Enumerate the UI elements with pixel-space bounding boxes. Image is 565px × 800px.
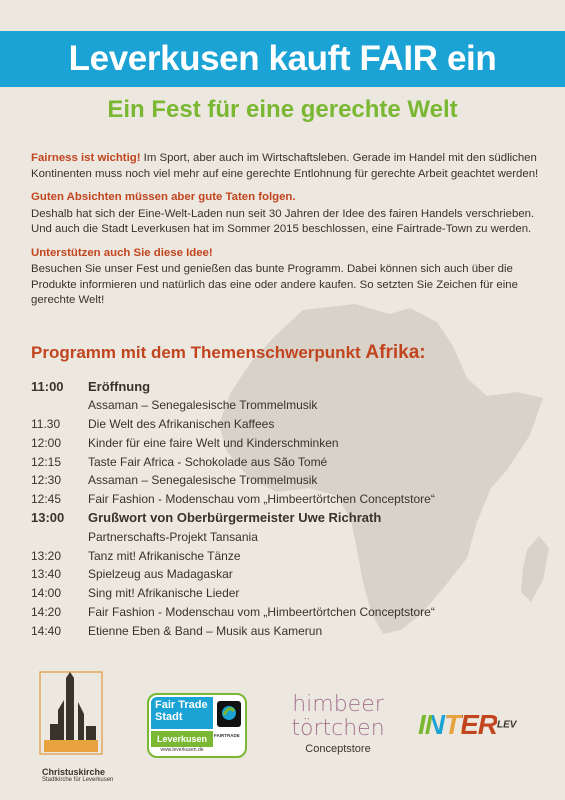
intro-heading-2: Guten Absichten müssen aber gute Taten folgen.	[31, 191, 296, 203]
program-time: 12:15	[31, 454, 62, 469]
program-title-highlight: Afrika:	[365, 342, 426, 363]
intro-paragraph-2	[31, 190, 546, 238]
program-event: Taste Fair Africa - Schokolade aus São Tomé	[88, 454, 328, 469]
program-event: Grußwort von Oberbürgermeister Uwe Richrath	[88, 510, 382, 526]
program-title	[31, 342, 426, 364]
program-event: Die Welt des Afrikanischen Kaffees	[88, 416, 275, 431]
program-event: Assaman – Senegalesische Trommelmusik	[88, 473, 318, 488]
himbeer-line3: Conceptstore	[305, 743, 371, 755]
program-time: 11:00	[31, 378, 64, 394]
program-time: 12:45	[31, 492, 62, 507]
fairtrade-url: www.leverkusen.de	[160, 747, 204, 753]
fairtrade-mark-icon	[217, 701, 241, 727]
program-time: 13:40	[31, 567, 62, 582]
program-event: Partnerschafts-Projekt Tansania	[88, 529, 258, 544]
program-event: Sing mit! Afrikanische Lieder	[88, 586, 240, 601]
program-row	[31, 565, 531, 584]
intro-lead: Fairness ist wichtig!	[31, 152, 141, 164]
program-row	[31, 546, 531, 565]
program-time: 11.30	[31, 416, 61, 431]
himbeertoertchen-logo	[288, 693, 388, 763]
intro-paragraph-3	[31, 246, 546, 309]
interlev-lev: LEV	[497, 719, 517, 731]
christuskirche-logo	[36, 670, 116, 795]
program-time: 14:00	[31, 586, 62, 601]
program-list	[31, 377, 531, 640]
program-event: Assaman – Senegalesische Trommelmusik	[88, 398, 318, 413]
program-event: Tanz mit! Afrikanische Tänze	[88, 548, 241, 563]
program-row	[31, 396, 531, 415]
interlev-logo	[418, 709, 528, 749]
program-row	[31, 584, 531, 603]
title-banner	[0, 31, 565, 87]
fairtrade-mark-text: FAIRTRADE	[214, 733, 240, 738]
intro-p2-text: Deshalb hat sich der Eine-Welt-Laden nun seit 30 Jahren der Idee des fairen Handels verschrieben. Und auch die Stadt Leverkusen hat im Sommer 2015 beschlossen, eine Fairtrade-Town zu werden.	[31, 207, 535, 235]
fairtrade-line2: Stadt	[155, 711, 183, 723]
program-event: Eröffnung	[88, 378, 151, 394]
program-row	[31, 621, 531, 640]
christuskirche-name: Christuskirche	[42, 767, 106, 777]
program-event: Fair Fashion - Modenschau vom „Himbeertörtchen Conceptstore“	[88, 492, 435, 507]
program-row	[31, 377, 531, 396]
program-row	[31, 509, 531, 528]
intro-text	[31, 151, 546, 317]
intro-p1-text: Im Sport, aber auch im Wirtschaftsleben. Gerade im Handel mit den südlichen Kontinenten muss noch viel mehr auf eine gerechte Entlohnung für gerechte Arbeit geachtet werden!	[31, 152, 539, 180]
program-event: Fair Fashion - Modenschau vom „Himbeertörtchen Conceptstore“	[88, 604, 435, 619]
program-title-text: Programm mit dem Themenschwerpunkt	[31, 343, 366, 362]
program-time: 13:00	[31, 510, 65, 526]
fairtrade-stadt-logo	[147, 693, 247, 758]
program-event: Spielzeug aus Madagaskar	[88, 567, 233, 582]
church-icon	[36, 670, 106, 756]
fairtrade-line1: Fair Trade	[155, 699, 208, 711]
program-row	[31, 527, 531, 546]
program-row	[31, 603, 531, 622]
program-time: 13:20	[31, 548, 62, 563]
christuskirche-tagline: Stadtkirche für Leverkusen	[42, 777, 114, 783]
program-time: 12:00	[31, 435, 62, 450]
intro-heading-3: Unterstützen auch Sie diese Idee!	[31, 246, 213, 259]
sponsor-logos	[0, 665, 565, 800]
program-time: 12:30	[31, 473, 62, 488]
program-row	[31, 433, 531, 452]
intro-p3-text: Besuchen Sie unser Fest und genießen das bunte Programm. Dabei können sich auch über die Produkte informieren und natürlich das eine oder andere kaufen. So setzten Sie Zeichen für eine gerechte Welt!	[31, 263, 518, 306]
himbeer-line1: himbeer	[292, 692, 384, 717]
program-event: Etienne Eben & Band – Musik aus Kamerun	[88, 623, 323, 638]
program-time: 14:20	[31, 604, 62, 619]
page-subtitle: Ein Fest für eine gerechte Welt	[107, 96, 458, 123]
intro-paragraph-1	[31, 151, 546, 182]
program-time: 14:40	[31, 623, 62, 638]
program-row	[31, 490, 531, 509]
himbeer-line2: törtchen	[291, 716, 385, 741]
program-row	[31, 415, 531, 434]
program-event: Kinder für eine faire Welt und Kinderschminken	[88, 435, 339, 450]
page-title: Leverkusen kauft FAIR ein	[68, 39, 497, 78]
interlev-inter: INTER	[418, 709, 497, 740]
program-row	[31, 471, 531, 490]
program-row	[31, 452, 531, 471]
fairtrade-city: Leverkusen	[151, 731, 213, 747]
